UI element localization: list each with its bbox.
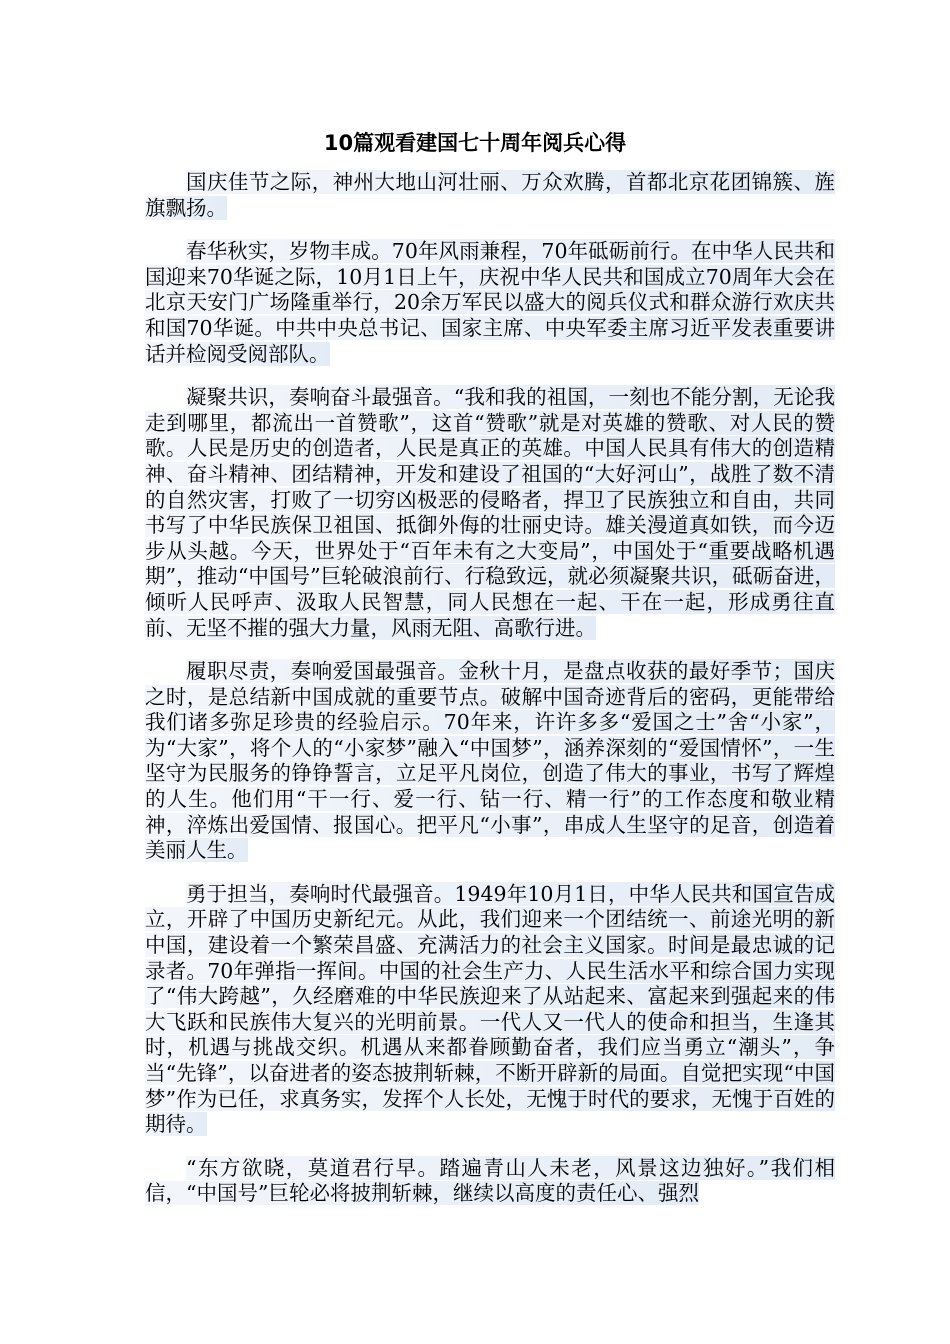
paragraph-4	[145, 659, 835, 864]
document-body	[145, 170, 835, 1225]
paragraph-6-text: “东方欲晓，莫道君行早。踏遍青山人未老，风景这边独好。”我们相信，“中国号”巨轮必将披荆斩棘，继续以高度的责任心、强烈	[145, 1155, 835, 1206]
paragraph-2	[145, 239, 835, 367]
paragraph-2-text: 春华秋实，岁物丰成。70年风雨兼程，70年砥砺前行。在中华人民共和国迎来70华诞之际，10月1日上午，庆祝中华人民共和国成立70周年大会在北京天安门广场隆重举行，20余万军民以盛大的阅兵仪式和群众游行欢庆共和国70华诞。中共中央总书记、国家主席、中央军委主席习近平发表重要讲话并检阅受阅部队。	[145, 239, 835, 366]
paragraph-1	[145, 170, 835, 221]
paragraph-5	[145, 882, 835, 1138]
paragraph-6	[145, 1156, 835, 1207]
document-title: 10篇观看建国七十周年阅兵心得	[323, 131, 627, 155]
paragraph-3	[145, 385, 835, 641]
paragraph-3-text: 凝聚共识，奏响奋斗最强音。“我和我的祖国，一刻也不能分割，无论我走到哪里，都流出一首赞歌”，这首“赞歌”就是对英雄的赞歌、对人民的赞歌。人民是历史的创造者，人民是真正的英雄。中国人民具有伟大的创造精神、奋斗精神、团结精神，开发和建设了祖国的“大好河山”，战胜了数不清的自然灾害，打败了一切穷凶极恶的侵略者，捍卫了民族独立和自由，共同书写了中华民族保卫祖国、抵御外侮的壮丽史诗。雄关漫道真如铁，而今迈步从头越。今天，世界处于“百年未有之大变局”，中国处于“重要战略机遇期”，推动“中国号”巨轮破浪前行、行稳致远，就必须凝聚共识，砥砺奋进，倾听人民呼声、汲取人民智慧，同人民想在一起、干在一起，形成勇往直前、无坚不摧的强大力量，风雨无阻、高歌行进。	[145, 385, 835, 640]
paragraph-1-text: 国庆佳节之际，神州大地山河壮丽、万众欢腾，首都北京花团锦簇、旌旗飘扬。	[145, 170, 835, 220]
paragraph-5-text: 勇于担当，奏响时代最强音。1949年10月1日，中华人民共和国宣告成立，开辟了中国历史新纪元。从此，我们迎来一个团结统一、前途光明的新中国，建设着一个繁荣昌盛、充满活力的社会主义国家。时间是最忠诚的记录者。70年弹指一挥间。中国的社会生产力、人民生活水平和综合国力实现了“伟大跨越”，久经磨难的中华民族迎来了从站起来、富起来到强起来的伟大飞跃和民族伟大复兴的光明前景。一代人又一代人的使命和担当，生逢其时，机遇与挑战交织。机遇从来都眷顾勤奋者，我们应当勇立“潮头”，争当“先锋”，以奋进者的姿态披荆斩棘，不断开辟新的局面。自觉把实现“中国梦”作为已任，求真务实，发挥个人长处，无愧于时代的要求，无愧于百姓的期待。	[145, 881, 835, 1137]
paragraph-4-text: 履职尽责，奏响爱国最强音。金秋十月，是盘点收获的最好季节；国庆之时，是总结新中国成就的重要节点。破解中国奇迹背后的密码，更能带给我们诸多弥足珍贵的经验启示。70年来，许许多多“爱国之士”舍“小家”，为“大家”，将个人的“小家梦”融入“中国梦”，涵养深刻的“爱国情怀”，一生坚守为民服务的铮铮誓言，立足平凡岗位，创造了伟大的事业，书写了辉煌的人生。他们用“干一行、爱一行、钻一行、精一行”的工作态度和敬业精神，淬炼出爱国情、报国心。把平凡“小事”，串成人生坚守的足音，创造着美丽人生。	[145, 659, 835, 863]
